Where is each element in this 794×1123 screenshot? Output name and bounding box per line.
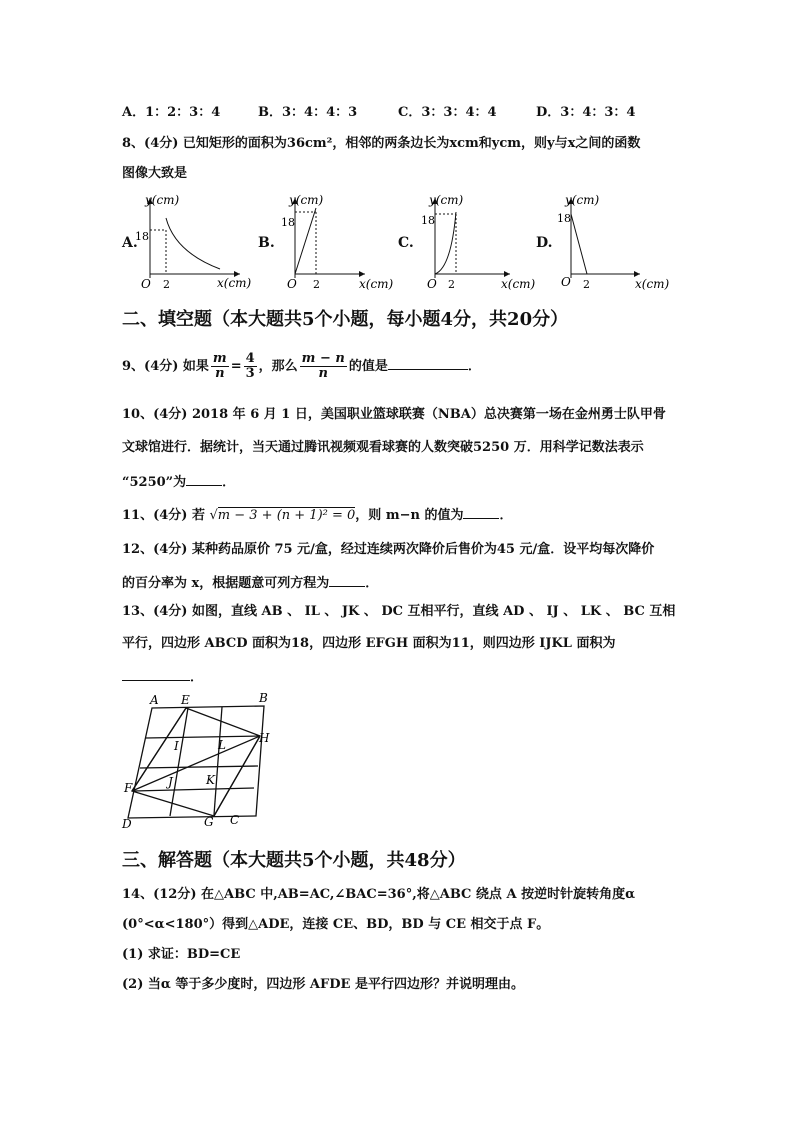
q8-option-a-label: A. bbox=[122, 235, 138, 251]
q9-fraction-m-over-n: $\frac{m}{n}$ bbox=[212, 351, 227, 381]
q11-answer-blank[interactable] bbox=[463, 506, 499, 519]
x-axis-label: x(cm) bbox=[501, 277, 535, 290]
fig-label-l: L bbox=[218, 738, 226, 752]
q12-line-1: 12、(4分) 某种药品原价 75 元/盒，经过连续两次降价后售价为45 元/盒．设平均每次降价 bbox=[122, 542, 655, 557]
q8-line-2: 图像大致是 bbox=[122, 166, 188, 181]
q7-option-d: D．3：4：3：4 bbox=[536, 105, 636, 120]
section-3-title: 三、解答题（本大题共5个小题，共48分） bbox=[122, 850, 466, 871]
q8-graph-c bbox=[415, 190, 535, 290]
q10-line-3: “5250”为 ． bbox=[122, 475, 236, 490]
y-tick: 18 bbox=[281, 216, 295, 229]
q13-answer-blank[interactable] bbox=[122, 668, 190, 681]
q13-line-2: 平行，四边形 ABCD 面积为18，四边形 EFGH 面积为11，则四边形 IJKL 面积为 bbox=[122, 636, 616, 651]
y-axis-label: y(cm) bbox=[145, 193, 180, 207]
q8-option-d-label: D. bbox=[536, 235, 553, 251]
q8-option-c-label: C. bbox=[398, 235, 414, 251]
q11-expression: √m − 3 + (n + 1)² = 0 bbox=[209, 508, 356, 523]
q10-answer-blank[interactable] bbox=[186, 473, 222, 486]
q14-line-2: (0°<α<180°）得到△ADE，连接 CE、BD，BD 与 CE 相交于点 F。 bbox=[122, 917, 550, 932]
q9-line: 9、(4分) 如果 $\frac{m}{n}$ = $\frac{4}{3}$ ，那么 $\frac{m - n}{n}$ 的值是 ． bbox=[122, 351, 481, 381]
y-tick: 18 bbox=[421, 214, 435, 227]
y-tick: 18 bbox=[557, 212, 571, 225]
fig-label-f: F bbox=[124, 781, 133, 795]
q9-fraction-4-over-3: $\frac{4}{3}$ bbox=[245, 351, 255, 381]
origin-label: O bbox=[427, 277, 437, 290]
y-axis-label: y(cm) bbox=[289, 193, 324, 207]
q10-line-2: 文球馆进行．据统计，当天通过腾讯视频观看球赛的人数突破5250 万．用科学记数法表示 bbox=[122, 440, 644, 455]
fig-label-g: G bbox=[204, 815, 214, 829]
q14-part-1: (1) 求证：BD=CE bbox=[122, 947, 241, 962]
q12-line-2: 的百分率为 x，根据题意可列方程为 ． bbox=[122, 576, 379, 591]
q7-option-a: A．1：2：3：4 bbox=[122, 105, 221, 120]
q8-graph-a bbox=[135, 190, 255, 290]
q7-option-c: C．3：3：4：4 bbox=[398, 105, 497, 120]
q12-answer-blank[interactable] bbox=[329, 574, 365, 587]
y-axis-label: y(cm) bbox=[429, 193, 464, 207]
x-tick: 2 bbox=[313, 278, 320, 290]
fig-label-d: D bbox=[122, 817, 132, 831]
x-tick: 2 bbox=[163, 278, 170, 290]
q11-line: 11、(4分) 若 √m − 3 + (n + 1)² = 0，则 m−n 的值为 ． bbox=[122, 508, 513, 523]
fig-label-c: C bbox=[230, 813, 240, 827]
x-tick: 2 bbox=[583, 278, 590, 290]
fig-label-h: H bbox=[259, 731, 270, 745]
q13-line-3: ． bbox=[122, 668, 203, 684]
fig-label-b: B bbox=[259, 692, 268, 705]
origin-label: O bbox=[561, 275, 571, 289]
fig-label-e: E bbox=[181, 693, 190, 707]
x-tick: 2 bbox=[448, 278, 455, 290]
q10-line-1: 10、(4分) 2018 年 6 月 1 日，美国职业篮球联赛（NBA）总决赛第一场在金州勇士队甲骨 bbox=[122, 407, 666, 422]
x-axis-label: x(cm) bbox=[635, 277, 670, 290]
q7-option-b: B．3：4：4：3 bbox=[258, 105, 358, 120]
y-tick: 18 bbox=[135, 230, 149, 243]
q9-prefix: 9、(4分) 如果 bbox=[122, 359, 209, 374]
section-2-title: 二、填空题（本大题共5个小题，每小题4分，共20分） bbox=[122, 309, 569, 330]
x-axis-label: x(cm) bbox=[359, 277, 394, 290]
x-axis-label: x(cm) bbox=[217, 276, 252, 290]
y-axis-label: y(cm) bbox=[565, 193, 600, 207]
q13-line-1: 13、(4分) 如图，直线 AB 、 IL 、 JK 、 DC 互相平行，直线 AD 、 IJ 、 LK 、 BC 互相 bbox=[122, 604, 676, 619]
fig-label-j: J bbox=[168, 775, 173, 789]
q8-option-b-label: B. bbox=[258, 235, 275, 251]
q9-equals: = bbox=[230, 359, 242, 374]
q8-line-1: 8、(4分) 已知矩形的面积为36cm²，相邻的两条边长为xcm和ycm，则y与x之间的函数 bbox=[122, 136, 641, 151]
q9-mid: ，那么 bbox=[258, 359, 298, 374]
q8-graph-b bbox=[275, 190, 395, 290]
fig-label-i: I bbox=[174, 739, 179, 753]
q9-fraction-mn-over-n: $\frac{m - n}{n}$ bbox=[301, 351, 345, 381]
origin-label: O bbox=[141, 277, 151, 290]
q14-line-1: 14、(12分) 在△ABC 中,AB=AC,∠BAC=36°,将△ABC 绕点 A 按逆时针旋转角度α bbox=[122, 887, 636, 902]
q14-part-2: (2) 当α 等于多少度时，四边形 AFDE 是平行四边形？并说明理由。 bbox=[122, 977, 524, 992]
q9-suffix: 的值是 bbox=[348, 359, 388, 374]
q13-parallelogram-figure bbox=[118, 692, 278, 832]
origin-label: O bbox=[287, 277, 297, 290]
fig-label-a: A bbox=[150, 693, 159, 707]
q9-answer-blank[interactable] bbox=[388, 357, 468, 370]
q8-graph-d bbox=[555, 190, 675, 290]
fig-label-k: K bbox=[206, 773, 215, 787]
